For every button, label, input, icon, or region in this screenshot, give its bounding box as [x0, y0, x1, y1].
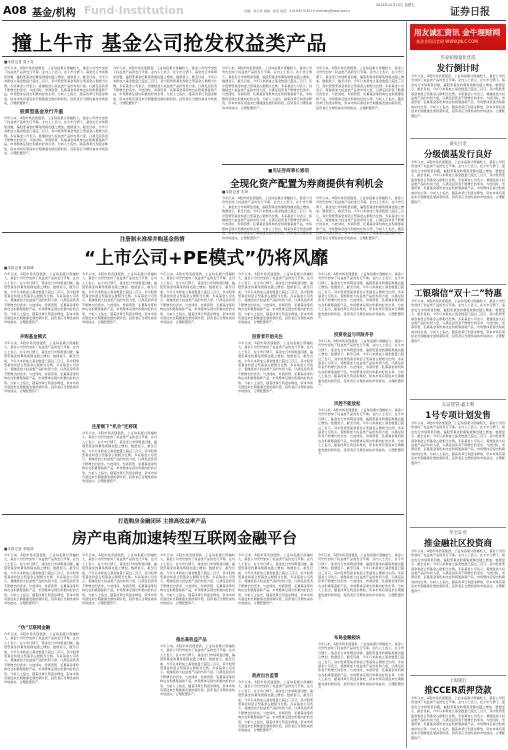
headline-rule — [2, 56, 404, 57]
story4-rule-top — [2, 514, 404, 515]
story4-subhead-h: 推出高收益产品 — [176, 638, 207, 643]
section-title-en: Fund·Institution — [84, 4, 184, 17]
story3-subhead-e: 风控不能放松 — [334, 402, 361, 407]
story4-byline: ■本报记者 李振珍 — [4, 547, 34, 551]
sidebar-text-3: 今年以来，A股市场表现强劲，上证综指累计涨幅较大，基金公司纷纷加快了权益类产品的发行节奏。业内人士表示，在牛市行情下，基金发行市场明显回暖，偏股型基金的募集规模也随之增加。数据显示，截至目前，今年以来新成立基金数量已超过三百只，其中股票型基金和混合型基金占据相当比例。多家基金公司表示，将继续加大权益类产品的布局力度，以满足投资者不断增长的需求。与此同时，券商资管、私募基金等机构也在积极筹备新产品，市场整体呈现出积极向好的态势。分析人士指出，随着改革红利逐步释放，资本市场有望迎来长期健康发展的新阶段，投资者应当理性看待市场波动，合理配置资产。 — [411, 299, 505, 343]
story2-kicker: ■见证券商事长感语 — [268, 169, 310, 174]
story3-col2b: 今年以来，A股市场表现强劲，上证综指累计涨幅较大，基金公司纷纷加快了权益类产品的发行节奏。业内人士表示，在牛市行情下，基金发行市场明显回暖，偏股型基金的募集规模也随之增加。数据显示，截至目前，今年以来新成立基金数量已超过三百只，其中股票型基金和混合型基金占据相当比例。多家基金公司表示，将继续加大权益类产品的布局力度，以满足投资者不断增长的需求。与此同时，券商资管、私募基金等机构也在积极筹备新产品，市场整体呈现出积极向好的态势。分析人士指出，随着改革红利逐步释放，资本市场有望迎来长期健康发展的新阶段，投资者应当理性看待市场波动，合理配置资产。 — [82, 431, 157, 484]
story3-rule-top — [2, 232, 404, 233]
sidebar-text-5: 今年以来，A股市场表现强劲，上证综指累计涨幅较大，基金公司纷纷加快了权益类产品的发行节奏。业内人士表示，在牛市行情下，基金发行市场明显回暖，偏股型基金的募集规模也随之增加。数据显示，截至目前，今年以来新成立基金数量已超过三百只，其中股票型基金和混合型基金占据相当比例。多家基金公司表示，将继续加大权益类产品的布局力度，以满足投资者不断增长的需求。与此同时，券商资管、私募基金等机构也在积极筹备新产品，市场整体呈现出积极向好的态势。分析人士指出，随着改革红利逐步释放，资本市场有望迎来长期健康发展的新阶段，投资者应当理性看待市场波动，合理配置资产。 — [411, 549, 505, 593]
story4-col5b: 今年以来，A股市场表现强劲，上证综指累计涨幅较大，基金公司纷纷加快了权益类产品的发行节奏。业内人士表示，在牛市行情下，基金发行市场明显回暖，偏股型基金的募集规模也随之增加。数据显示，截至目前，今年以来新成立基金数量已超过三百只，其中股票型基金和混合型基金占据相当比例。多家基金公司表示，将继续加大权益类产品的布局力度，以满足投资者不断增长的需求。与此同时，券商资管、私募基金等机构也在积极筹备新产品，市场整体呈现出积极向好的态势。分析人士指出，随着改革红利逐步释放，资本市场有望迎来长期健康发展的新阶段，投资者应当理性看待市场波动，合理配置资产。 — [318, 642, 404, 691]
story4-subhead-f: “伪”互联网金融 — [18, 626, 51, 631]
story3-col3: 今年以来，A股市场表现强劲，上证综指累计涨幅较大，基金公司纷纷加快了权益类产品的发行节奏。业内人士表示，在牛市行情下，基金发行市场明显回暖，偏股型基金的募集规模也随之增加。数据显示，截至目前，今年以来新成立基金数量已超过三百只，其中股票型基金和混合型基金占据相当比例。多家基金公司表示，将继续加大权益类产品的布局力度，以满足投资者不断增长的需求。与此同时，券商资管、私募基金等机构也在积极筹备新产品，市场整体呈现出积极向好的态势。分析人士指出，随着改革红利逐步释放，资本市场有望迎来长期健康发展的新阶段，投资者应当理性看待市场波动，合理配置资产。 — [160, 272, 235, 325]
sidebar-headline-3: 工银瑞信“双十二”特惠 — [414, 289, 502, 299]
story3-col4a: 今年以来，A股市场表现强劲，上证综指累计涨幅较大，基金公司纷纷加快了权益类产品的发行节奏。业内人士表示，在牛市行情下，基金发行市场明显回暖，偏股型基金的募集规模也随之增加。数据显示，截至目前，今年以来新成立基金数量已超过三百只，其中股票型基金和混合型基金占据相当比例。多家基金公司表示，将继续加大权益类产品的布局力度，以满足投资者不断增长的需求。与此同时，券商资管、私募基金等机构也在积极筹备新产品，市场整体呈现出积极向好的态势。分析人士指出，随着改革红利逐步释放，资本市场有望迎来长期健康发展的新阶段，投资者应当理性看待市场波动，合理配置资产。 — [238, 272, 313, 325]
sidebar-text-4: 今年以来，A股市场表现强劲，上证综指累计涨幅较大，基金公司纷纷加快了权益类产品的发行节奏。业内人士表示，在牛市行情下，基金发行市场明显回暖，偏股型基金的募集规模也随之增加。数据显示，截至目前，今年以来新成立基金数量已超过三百只，其中股票型基金和混合型基金占据相当比例。多家基金公司表示，将继续加大权益类产品的布局力度，以满足投资者不断增长的需求。与此同时，券商资管、私募基金等机构也在积极筹备新产品，市场整体呈现出积极向好的态势。分析人士指出，随着改革红利逐步释放，资本市场有望迎来长期健康发展的新阶段，投资者应当理性看待市场波动，合理配置资产。 — [411, 421, 505, 465]
story2-headline: 全现化资产配置为券商提供有利机会 — [230, 179, 384, 190]
ad-banner[interactable] — [410, 24, 506, 50]
story4-col4a: 今年以来，A股市场表现强劲，上证综指累计涨幅较大，基金公司纷纷加快了权益类产品的发行节奏。业内人士表示，在牛市行情下，基金发行市场明显回暖，偏股型基金的募集规模也随之增加。数据显示，截至目前，今年以来新成立基金数量已超过三百只，其中股票型基金和混合型基金占据相当比例。多家基金公司表示，将继续加大权益类产品的布局力度，以满足投资者不断增长的需求。与此同时，券商资管、私募基金等机构也在积极筹备新产品，市场整体呈现出积极向好的态势。分析人士指出，随着改革红利逐步释放，资本市场有望迎来长期健康发展的新阶段，投资者应当理性看待市场波动，合理配置资产。 — [238, 553, 313, 606]
masthead — [0, 0, 508, 22]
story3-col4b: 今年以来，A股市场表现强劲，上证综指累计涨幅较大，基金公司纷纷加快了权益类产品的发行节奏。业内人士表示，在牛市行情下，基金发行市场明显回暖，偏股型基金的募集规模也随之增加。数据显示，截至目前，今年以来新成立基金数量已超过三百只，其中股票型基金和混合型基金占据相当比例。多家基金公司表示，将继续加大权益类产品的布局力度，以满足投资者不断增长的需求。与此同时，券商资管、私募基金等机构也在积极筹备新产品，市场整体呈现出积极向好的态势。分析人士指出，随着改革红利逐步释放，资本市场有望迎来长期健康发展的新阶段，投资者应当理性看待市场波动，合理配置资产。 — [238, 341, 313, 394]
story3-headline: “上市公司+PE模式”仍将风靡 — [84, 248, 329, 269]
story3-col5c: 今年以来，A股市场表现强劲，上证综指累计涨幅较大，基金公司纷纷加快了权益类产品的发行节奏。业内人士表示，在牛市行情下，基金发行市场明显回暖，偏股型基金的募集规模也随之增加。数据显示，截至目前，今年以来新成立基金数量已超过三百只，其中股票型基金和混合型基金占据相当比例。多家基金公司表示，将继续加大权益类产品的布局力度，以满足投资者不断增长的需求。与此同时，券商资管、私募基金等机构也在积极筹备新产品，市场整体呈现出积极向好的态势。分析人士指出，随着改革红利逐步释放，资本市场有望迎来长期健康发展的新阶段，投资者应当理性看待市场波动，合理配置资产。 — [318, 408, 404, 457]
story4-col3a: 今年以来，A股市场表现强劲，上证综指累计涨幅较大，基金公司纷纷加快了权益类产品的发行节奏。业内人士表示，在牛市行情下，基金发行市场明显回暖，偏股型基金的募集规模也随之增加。数据显示，截至目前，今年以来新成立基金数量已超过三百只，其中股票型基金和混合型基金占据相当比例。多家基金公司表示，将继续加大权益类产品的布局力度，以满足投资者不断增长的需求。与此同时，券商资管、私募基金等机构也在积极筹备新产品，市场整体呈现出积极向好的态势。分析人士指出，随着改革红利逐步释放，资本市场有望迎来长期健康发展的新阶段，投资者应当理性看待市场波动，合理配置资产。 — [160, 553, 235, 606]
sidebar-rule-5 — [410, 675, 506, 676]
main-sidebar-divider — [406, 22, 407, 748]
top-story-col4: 今年以来，A股市场表现强劲，上证综指累计涨幅较大，基金公司纷纷加快了权益类产品的发行节奏。业内人士表示，在牛市行情下，基金发行市场明显回暖，偏股型基金的募集规模也随之增加。数据显示，截至目前，今年以来新成立基金数量已超过三百只，其中股票型基金和混合型基金占据相当比例。多家基金公司表示，将继续加大权益类产品的布局力度，以满足投资者不断增长的需求。与此同时，券商资管、私募基金等机构也在积极筹备新产品，市场整体呈现出积极向好的态势。分析人士指出，随着改革红利逐步释放，资本市场有望迎来长期健康发展的新阶段，投资者应当理性看待市场波动，合理配置资产。 — [316, 66, 404, 110]
sidebar-headline-4: 1号专项计划发售 — [425, 411, 491, 421]
story4-subhead-g: 政府出台监管 — [252, 674, 279, 679]
sidebar-kicker-6: 上海银行 — [449, 679, 467, 684]
sidebar-kicker-5: 华宝证券 — [449, 531, 467, 536]
newspaper-logo: 证券日报 — [450, 7, 490, 18]
story3-subhead-a: 并购基金模式 — [20, 335, 47, 340]
story4-col1b: 今年以来，A股市场表现强劲，上证综指累计涨幅较大，基金公司纷纷加快了权益类产品的发行节奏。业内人士表示，在牛市行情下，基金发行市场明显回暖，偏股型基金的募集规模也随之增加。数据显示，截至目前，今年以来新成立基金数量已超过三百只，其中股票型基金和混合型基金占据相当比例。多家基金公司表示，将继续加大权益类产品的布局力度，以满足投资者不断增长的需求。与此同时，券商资管、私募基金等机构也在积极筹备新产品，市场整体呈现出积极向好的态势。分析人士指出，随着改革红利逐步释放，资本市场有望迎来长期健康发展的新阶段，投资者应当理性看待市场波动，合理配置资产。 — [4, 632, 79, 685]
story3-byline: ■本报记者 窦莉峰 — [4, 266, 34, 270]
page-number: A08 — [3, 4, 27, 17]
sidebar-headline-1: 发行倒计时 — [436, 64, 480, 74]
top-story-col1a: 今年以来，A股市场表现强劲，上证综指累计涨幅较大，基金公司纷纷加快了权益类产品的发行节奏。业内人士表示，在牛市行情下，基金发行市场明显回暖，偏股型基金的募集规模也随之增加。数据显示，截至目前，今年以来新成立基金数量已超过三百只，其中股票型基金和混合型基金占据相当比例。多家基金公司表示，将继续加大权益类产品的布局力度，以满足投资者不断增长的需求。与此同时，券商资管、私募基金等机构也在积极筹备新产品，市场整体呈现出积极向好的态势。分析人士指出，随着改革红利逐步释放，资本市场有望迎来长期健康发展的新阶段，投资者应当理性看待市场波动，合理配置资产。 — [4, 66, 108, 106]
section-title: 基金/机构 — [32, 8, 76, 19]
top-story-subhead: 股票型基金发行升温 — [20, 110, 64, 115]
story4-col1a: 今年以来，A股市场表现强劲，上证综指累计涨幅较大，基金公司纷纷加快了权益类产品的发行节奏。业内人士表示，在牛市行情下，基金发行市场明显回暖，偏股型基金的募集规模也随之增加。数据显示，截至目前，今年以来新成立基金数量已超过三百只，其中股票型基金和混合型基金占据相当比例。多家基金公司表示，将继续加大权益类产品的布局力度，以满足投资者不断增长的需求。与此同时，券商资管、私募基金等机构也在积极筹备新产品，市场整体呈现出积极向好的态势。分析人士指出，随着改革红利逐步释放，资本市场有望迎来长期健康发展的新阶段，投资者应当理性看待市场波动，合理配置资产。 — [4, 553, 79, 606]
story2-rule — [222, 164, 404, 165]
story4-kicker: 打造购房金融闭环 主推高收益率产品 — [118, 519, 207, 525]
story3-kicker: 注册制未准抑并购基金热情 — [120, 237, 185, 243]
sidebar-headline-6: 推CCER质押贷款 — [424, 686, 492, 696]
sidebar-kicker-4: 东证资管-鑫丰利 — [441, 403, 475, 408]
top-story-col3: 今年以来，A股市场表现强劲，上证综指累计涨幅较大，基金公司纷纷加快了权益类产品的发行节奏。业内人士表示，在牛市行情下，基金发行市场明显回暖，偏股型基金的募集规模也随之增加。数据显示，截至目前，今年以来新成立基金数量已超过三百只，其中股票型基金和混合型基金占据相当比例。多家基金公司表示，将继续加大权益类产品的布局力度，以满足投资者不断增长的需求。与此同时，券商资管、私募基金等机构也在积极筹备新产品，市场整体呈现出积极向好的态势。分析人士指出，随着改革红利逐步释放，资本市场有望迎来长期健康发展的新阶段，投资者应当理性看待市场波动，合理配置资产。 — [222, 66, 312, 110]
sidebar-text-2: 今年以来，A股市场表现强劲，上证综指累计涨幅较大，基金公司纷纷加快了权益类产品的发行节奏。业内人士表示，在牛市行情下，基金发行市场明显回暖，偏股型基金的募集规模也随之增加。数据显示，截至目前，今年以来新成立基金数量已超过三百只，其中股票型基金和混合型基金占据相当比例。多家基金公司表示，将继续加大权益类产品的布局力度，以满足投资者不断增长的需求。与此同时，券商资管、私募基金等机构也在积极筹备新产品，市场整体呈现出积极向好的态势。分析人士指出，随着改革红利逐步释放，资本市场有望迎来长期健康发展的新阶段，投资者应当理性看待市场波动，合理配置资产。 — [411, 160, 505, 204]
sidebar-rule-4 — [410, 527, 506, 528]
sidebar-text-1: 今年以来，A股市场表现强劲，上证综指累计涨幅较大，基金公司纷纷加快了权益类产品的发行节奏。业内人士表示，在牛市行情下，基金发行市场明显回暖，偏股型基金的募集规模也随之增加。数据显示，截至目前，今年以来新成立基金数量已超过三百只，其中股票型基金和混合型基金占据相当比例。多家基金公司表示，将继续加大权益类产品的布局力度，以满足投资者不断增长的需求。与此同时，券商资管、私募基金等机构也在积极筹备新产品，市场整体呈现出积极向好的态势。分析人士指出，随着改革红利逐步释放，资本市场有望迎来长期健康发展的新阶段，投资者应当理性看待市场波动，合理配置资产。 — [411, 74, 505, 118]
ad-line1: 用友诚汇资讯 金牛理财网 — [414, 28, 501, 37]
story3-subhead-d: 投资收益与风险并存 — [334, 333, 374, 338]
sidebar-rule-1 — [410, 138, 506, 139]
story3-col2a: 今年以来，A股市场表现强劲，上证综指累计涨幅较大，基金公司纷纷加快了权益类产品的发行节奏。业内人士表示，在牛市行情下，基金发行市场明显回暖，偏股型基金的募集规模也随之增加。数据显示，截至目前，今年以来新成立基金数量已超过三百只，其中股票型基金和混合型基金占据相当比例。多家基金公司表示，将继续加大权益类产品的布局力度，以满足投资者不断增长的需求。与此同时，券商资管、私募基金等机构也在积极筹备新产品，市场整体呈现出积极向好的态势。分析人士指出，随着改革红利逐步释放，资本市场有望迎来长期健康发展的新阶段，投资者应当理性看待市场波动，合理配置资产。 — [82, 272, 157, 325]
story3-col1b: 今年以来，A股市场表现强劲，上证综指累计涨幅较大，基金公司纷纷加快了权益类产品的发行节奏。业内人士表示，在牛市行情下，基金发行市场明显回暖，偏股型基金的募集规模也随之增加。数据显示，截至目前，今年以来新成立基金数量已超过三百只，其中股票型基金和混合型基金占据相当比例。多家基金公司表示，将继续加大权益类产品的布局力度，以满足投资者不断增长的需求。与此同时，券商资管、私募基金等机构也在积极筹备新产品，市场整体呈现出积极向好的态势。分析人士指出，随着改革红利逐步释放，资本市场有望迎来长期健康发展的新阶段，投资者应当理性看待市场波动，合理配置资产。 — [4, 341, 79, 394]
sidebar-rule-2 — [410, 284, 506, 285]
top-story-col2: 今年以来，A股市场表现强劲，上证综指累计涨幅较大，基金公司纷纷加快了权益类产品的发行节奏。业内人士表示，在牛市行情下，基金发行市场明显回暖，偏股型基金的募集规模也随之增加。数据显示，截至目前，今年以来新成立基金数量已超过三百只，其中股票型基金和混合型基金占据相当比例。多家基金公司表示，将继续加大权益类产品的布局力度，以满足投资者不断增长的需求。与此同时，券商资管、私募基金等机构也在积极筹备新产品，市场整体呈现出积极向好的态势。分析人士指出，随着改革红利逐步释放，资本市场有望迎来长期健康发展的新阶段，投资者应当理性看待市场波动，合理配置资产。 — [113, 66, 217, 106]
masthead-rule — [2, 20, 506, 21]
story4-subhead-i: 布局金融板块 — [334, 636, 361, 641]
story3-subhead-b: 投资者开始关注 — [252, 335, 283, 340]
story4-col4b: 今年以来，A股市场表现强劲，上证综指累计涨幅较大，基金公司纷纷加快了权益类产品的发行节奏。业内人士表示，在牛市行情下，基金发行市场明显回暖，偏股型基金的募集规模也随之增加。数据显示，截至目前，今年以来新成立基金数量已超过三百只，其中股票型基金和混合型基金占据相当比例。多家基金公司表示，将继续加大权益类产品的布局力度，以满足投资者不断增长的需求。与此同时，券商资管、私募基金等机构也在积极筹备新产品，市场整体呈现出积极向好的态势。分析人士指出，随着改革红利逐步释放，资本市场有望迎来长期健康发展的新阶段，投资者应当理性看待市场波动，合理配置资产。 — [238, 680, 313, 733]
sidebar-headline-2: 分级债基发行良好 — [423, 150, 492, 160]
sidebar-text-6: 今年以来，A股市场表现强劲，上证综指累计涨幅较大，基金公司纷纷加快了权益类产品的发行节奏。业内人士表示，在牛市行情下，基金发行市场明显回暖，偏股型基金的募集规模也随之增加。数据显示，截至目前，今年以来新成立基金数量已超过三百只，其中股票型基金和混合型基金占据相当比例。多家基金公司表示，将继续加大权益类产品的布局力度，以满足投资者不断增长的需求。与此同时，券商资管、私募基金等机构也在积极筹备新产品，市场整体呈现出积极向好的态势。分析人士指出，随着改革红利逐步释放，资本市场有望迎来长期健康发展的新阶段，投资者应当理性看待市场波动，合理配置资产。 — [411, 696, 505, 740]
top-story-byline: ■本报记者 周小舟 — [4, 60, 34, 64]
sidebar-kicker-1: 华泰柏瑞量化优选 — [440, 56, 476, 61]
sidebar-kicker-2: 嘉实白金 — [449, 142, 467, 147]
ad-line2: 基金业资讯官网 WWW.JNLC.COM — [416, 39, 478, 44]
story2-byline: ■本报记者 朱琦 — [222, 190, 249, 194]
editor-line: 责编：刘兴祥 美编：杨宏 电话：010-63070351 E-mail:zbs@zqrb.net.cn — [244, 9, 350, 13]
sidebar-headline-5: 推金融社区投资商 — [423, 539, 492, 549]
story2-col2: 今年以来，A股市场表现强劲，上证综指累计涨幅较大，基金公司纷纷加快了权益类产品的发行节奏。业内人士表示，在牛市行情下，基金发行市场明显回暖，偏股型基金的募集规模也随之增加。数据显示，截至目前，今年以来新成立基金数量已超过三百只，其中股票型基金和混合型基金占据相当比例。多家基金公司表示，将继续加大权益类产品的布局力度，以满足投资者不断增长的需求。与此同时，券商资管、私募基金等机构也在积极筹备新产品，市场整体呈现出积极向好的态势。分析人士指出，随着改革红利逐步释放，资本市场有望迎来长期健康发展的新阶段，投资者应当理性看待市场波动，合理配置资产。 — [316, 196, 404, 240]
sidebar-rule-3 — [410, 399, 506, 400]
story2-col1: 今年以来，A股市场表现强劲，上证综指累计涨幅较大，基金公司纷纷加快了权益类产品的发行节奏。业内人士表示，在牛市行情下，基金发行市场明显回暖，偏股型基金的募集规模也随之增加。数据显示，截至目前，今年以来新成立基金数量已超过三百只，其中股票型基金和混合型基金占据相当比例。多家基金公司表示，将继续加大权益类产品的布局力度，以满足投资者不断增长的需求。与此同时，券商资管、私募基金等机构也在积极筹备新产品，市场整体呈现出积极向好的态势。分析人士指出，随着改革红利逐步释放，资本市场有望迎来长期健康发展的新阶段，投资者应当理性看待市场波动，合理配置资产。 — [222, 196, 312, 240]
story3-col5a: 今年以来，A股市场表现强劲，上证综指累计涨幅较大，基金公司纷纷加快了权益类产品的发行节奏。业内人士表示，在牛市行情下，基金发行市场明显回暖，偏股型基金的募集规模也随之增加。数据显示，截至目前，今年以来新成立基金数量已超过三百只，其中股票型基金和混合型基金占据相当比例。多家基金公司表示，将继续加大权益类产品的布局力度，以满足投资者不断增长的需求。与此同时，券商资管、私募基金等机构也在积极筹备新产品，市场整体呈现出积极向好的态势。分析人士指出，随着改革红利逐步释放，资本市场有望迎来长期健康发展的新阶段，投资者应当理性看待市场波动，合理配置资产。 — [318, 272, 404, 321]
date-line: 2014年12月12日 星期五 — [376, 3, 415, 7]
story4-col3b: 今年以来，A股市场表现强劲，上证综指累计涨幅较大，基金公司纷纷加快了权益类产品的发行节奏。业内人士表示，在牛市行情下，基金发行市场明显回暖，偏股型基金的募集规模也随之增加。数据显示，截至目前，今年以来新成立基金数量已超过三百只，其中股票型基金和混合型基金占据相当比例。多家基金公司表示，将继续加大权益类产品的布局力度，以满足投资者不断增长的需求。与此同时，券商资管、私募基金等机构也在积极筹备新产品，市场整体呈现出积极向好的态势。分析人士指出，随着改革红利逐步释放，资本市场有望迎来长期健康发展的新阶段，投资者应当理性看待市场波动，合理配置资产。 — [160, 644, 235, 697]
story3-col1a: 今年以来，A股市场表现强劲，上证综指累计涨幅较大，基金公司纷纷加快了权益类产品的发行节奏。业内人士表示，在牛市行情下，基金发行市场明显回暖，偏股型基金的募集规模也随之增加。数据显示，截至目前，今年以来新成立基金数量已超过三百只，其中股票型基金和混合型基金占据相当比例。多家基金公司表示，将继续加大权益类产品的布局力度，以满足投资者不断增长的需求。与此同时，券商资管、私募基金等机构也在积极筹备新产品，市场整体呈现出积极向好的态势。分析人士指出，随着改革红利逐步释放，资本市场有望迎来长期健康发展的新阶段，投资者应当理性看待市场波动，合理配置资产。 — [4, 272, 79, 325]
story4-col5a: 今年以来，A股市场表现强劲，上证综指累计涨幅较大，基金公司纷纷加快了权益类产品的发行节奏。业内人士表示，在牛市行情下，基金发行市场明显回暖，偏股型基金的募集规模也随之增加。数据显示，截至目前，今年以来新成立基金数量已超过三百只，其中股票型基金和混合型基金占据相当比例。多家基金公司表示，将继续加大权益类产品的布局力度，以满足投资者不断增长的需求。与此同时，券商资管、私募基金等机构也在积极筹备新产品，市场整体呈现出积极向好的态势。分析人士指出，随着改革红利逐步释放，资本市场有望迎来长期健康发展的新阶段，投资者应当理性看待市场波动，合理配置资产。 — [318, 553, 404, 602]
top-story-headline: 撞上牛市 基金公司抢发权益类产品 — [12, 31, 327, 55]
top-story-col1b: 今年以来，A股市场表现强劲，上证综指累计涨幅较大，基金公司纷纷加快了权益类产品的发行节奏。业内人士表示，在牛市行情下，基金发行市场明显回暖，偏股型基金的募集规模也随之增加。数据显示，截至目前，今年以来新成立基金数量已超过三百只，其中股票型基金和混合型基金占据相当比例。多家基金公司表示，将继续加大权益类产品的布局力度，以满足投资者不断增长的需求。与此同时，券商资管、私募基金等机构也在积极筹备新产品，市场整体呈现出积极向好的态势。分析人士指出，随着改革红利逐步释放，资本市场有望迎来长期健康发展的新阶段，投资者应当理性看待市场波动，合理配置资产。 — [4, 116, 108, 156]
story3-col5b: 今年以来，A股市场表现强劲，上证综指累计涨幅较大，基金公司纷纷加快了权益类产品的发行节奏。业内人士表示，在牛市行情下，基金发行市场明显回暖，偏股型基金的募集规模也随之增加。数据显示，截至目前，今年以来新成立基金数量已超过三百只，其中股票型基金和混合型基金占据相当比例。多家基金公司表示，将继续加大权益类产品的布局力度，以满足投资者不断增长的需求。与此同时，券商资管、私募基金等机构也在积极筹备新产品，市场整体呈现出积极向好的态势。分析人士指出，随着改革红利逐步释放，资本市场有望迎来长期健康发展的新阶段，投资者应当理性看待市场波动，合理配置资产。 — [318, 339, 404, 388]
story4-headline: 房产电商加速转型互联网金融平台 — [72, 529, 298, 547]
story4-col2: 今年以来，A股市场表现强劲，上证综指累计涨幅较大，基金公司纷纷加快了权益类产品的发行节奏。业内人士表示，在牛市行情下，基金发行市场明显回暖，偏股型基金的募集规模也随之增加。数据显示，截至目前，今年以来新成立基金数量已超过三百只，其中股票型基金和混合型基金占据相当比例。多家基金公司表示，将继续加大权益类产品的布局力度，以满足投资者不断增长的需求。与此同时，券商资管、私募基金等机构也在积极筹备新产品，市场整体呈现出积极向好的态势。分析人士指出，随着改革红利逐步释放，资本市场有望迎来长期健康发展的新阶段，投资者应当理性看待市场波动，合理配置资产。 — [82, 553, 157, 606]
story3-subhead-c: 注册制下“机会”还将现 — [92, 425, 138, 430]
